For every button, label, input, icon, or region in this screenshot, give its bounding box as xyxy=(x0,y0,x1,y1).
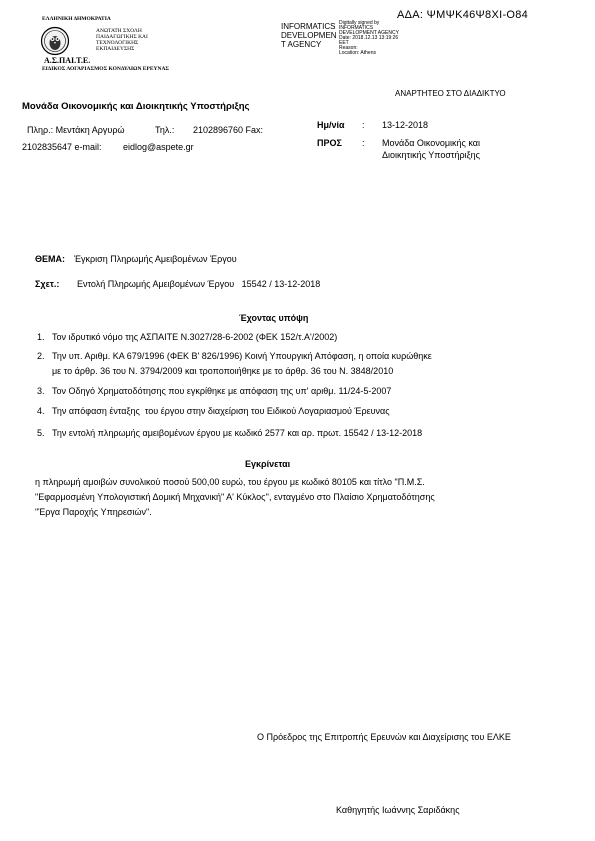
tel-label: Τηλ.: xyxy=(155,125,175,135)
date-label: Ημ/νία xyxy=(317,120,345,130)
related-label: Σχετ.: xyxy=(35,279,60,289)
stamp-small-line: DEVELOPMENT AGENCY xyxy=(339,30,399,36)
posting-note: ΑΝΑΡΤΗΤΕΟ ΣΤΟ ΔΙΑΔΙΚΤΥΟ xyxy=(395,89,506,98)
list-item-number: 2. xyxy=(37,351,45,361)
considering-heading: Έχοντας υπόψη xyxy=(239,313,309,323)
list-item-text: Την απόφαση ένταξης του έργου στην διαχείριση του Ειδικού Λογαριασμού Έρευνας xyxy=(52,406,390,416)
approve-heading: Εγκρίνεται xyxy=(245,459,291,469)
logo-top-text: ΕΛΛΗΝΙΚΗ ΔΗΜΟΚΡΑΤΙΑ xyxy=(42,16,111,22)
approve-text-line: η πληρωμή αμοιβών συνολικού ποσού 500,00 ευρώ, του έργου με κωδικό 80105 και τίτλο "Π.Μ.Σ. xyxy=(35,477,425,487)
stamp-line: INFORMATICS xyxy=(281,22,336,31)
logo-school-line: ΠΑΙΔΑΓΩΓΙΚΗΣ ΚΑΙ xyxy=(96,34,148,40)
logo-school-line: ΤΕΧΝΟΛΟΓΙΚΗΣ xyxy=(96,40,139,46)
list-item-text: Την υπ. Αριθμ. ΚΑ 679/1996 (ΦΕΚ Β' 826/1996) Κοινή Υπουργική Απόφαση, η οποία κυρώθηκε xyxy=(52,351,432,361)
date-value: 13-12-2018 xyxy=(382,120,429,130)
logo-school-line: ΕΚΠΑΙΔΕΥΣΗΣ xyxy=(96,46,135,52)
list-item-number: 3. xyxy=(37,386,45,396)
recipient-colon: : xyxy=(362,138,365,148)
fax-value: 2102835647 e-mail: xyxy=(22,142,102,152)
tel-value: 2102896760 Fax: xyxy=(193,125,264,135)
date-colon: : xyxy=(362,120,365,130)
logo-acronym: Α.Σ.ΠΑΙ.Τ.Ε. xyxy=(44,56,91,65)
stamp-small-line: EET xyxy=(339,40,349,46)
stamp-small-line: Reason: xyxy=(339,45,358,51)
list-item-text: με το άρθρ. 36 του Ν. 3794/2009 και τροποποιήθηκε με το άρθρ. 36 του Ν. 3848/2010 xyxy=(52,366,394,376)
list-item-text: Τον Οδηγό Χρηματοδότησης που εγκρίθηκε με απόφαση της υπ' αριθμ. 11/24-5-2007 xyxy=(52,386,392,396)
list-item-number: 4. xyxy=(37,406,45,416)
stamp-line: DEVELOPMEN xyxy=(281,31,337,40)
logo-subtitle: ΕΙΔΙΚΟΣ ΛΟΓΑΡΙΑΣΜΟΣ ΚΟΝΔΥΛΙΩΝ ΕΡΕΥΝΑΣ xyxy=(42,66,170,72)
recipient-line: Μονάδα Οικονομικής και xyxy=(382,138,480,148)
stamp-line: T AGENCY xyxy=(281,40,322,49)
signatory-name: Καθηγητής Ιωάννης Σαριδάκης xyxy=(336,805,460,815)
stamp-small-line: INFORMATICS xyxy=(339,25,374,31)
approve-text-line: "Έργα Παροχής Υπηρεσιών". xyxy=(35,507,152,517)
subject-label: ΘΕΜΑ: xyxy=(35,254,65,264)
approve-text-line: "Εφαρμοσμένη Υπολογιστική Δομική Μηχανική" Α' Κύκλος'', ενταγμένο στο Πλαίσιο Χρηματοδότησης xyxy=(35,492,435,502)
recipient-line: Διοικητικής Υποστήριξης xyxy=(382,150,480,160)
list-item-text: Την εντολή πληρωμής αμειβομένων έργου με κωδικό 2577 και αρ. πρωτ. 15542 / 13-12-2018 xyxy=(52,428,423,438)
list-item-text: Τον ιδρυτικό νόμο της ΑΣΠΑΙΤΕ Ν.3027/28-6-2002 (ΦΕΚ 152/τ.Α'/2002) xyxy=(52,332,338,342)
owl-emblem-icon xyxy=(40,26,70,56)
list-item-number: 5. xyxy=(37,428,45,438)
related-text: Εντολή Πληρωμής Αμειβομένων Έργου 15542 / 13-12-2018 xyxy=(77,279,321,289)
recipient-label: ΠΡΟΣ xyxy=(317,138,342,148)
unit-title: Μονάδα Οικονομικής και Διοικητικής Υποστήριξης xyxy=(22,101,250,112)
stamp-small-line: Date: 2018.12.13 13:19:26 xyxy=(339,35,399,41)
ada-number: ΑΔΑ: ΨΜΨΚ46Ψ8ΧΙ-Ο84 xyxy=(397,9,529,21)
email-value: eidlog@aspete.gr xyxy=(123,142,194,152)
stamp-small-line: Location: Athens xyxy=(339,50,376,56)
contact-person: Πληρ.: Μεντάκη Αργυρώ xyxy=(27,125,125,135)
list-item-number: 1. xyxy=(37,332,45,342)
subject-text: Έγκριση Πληρωμής Αμειβομένων Έργου xyxy=(74,254,237,264)
signatory-role: Ο Πρόεδρος της Επιτροπής Ερευνών και Διαχείρισης του ΕΛΚΕ xyxy=(257,732,511,742)
logo-school-line: ΑΝΩΤΑΤΗ ΣΧΟΛΗ xyxy=(96,28,142,34)
stamp-small-line: Digitally signed by xyxy=(339,20,380,26)
